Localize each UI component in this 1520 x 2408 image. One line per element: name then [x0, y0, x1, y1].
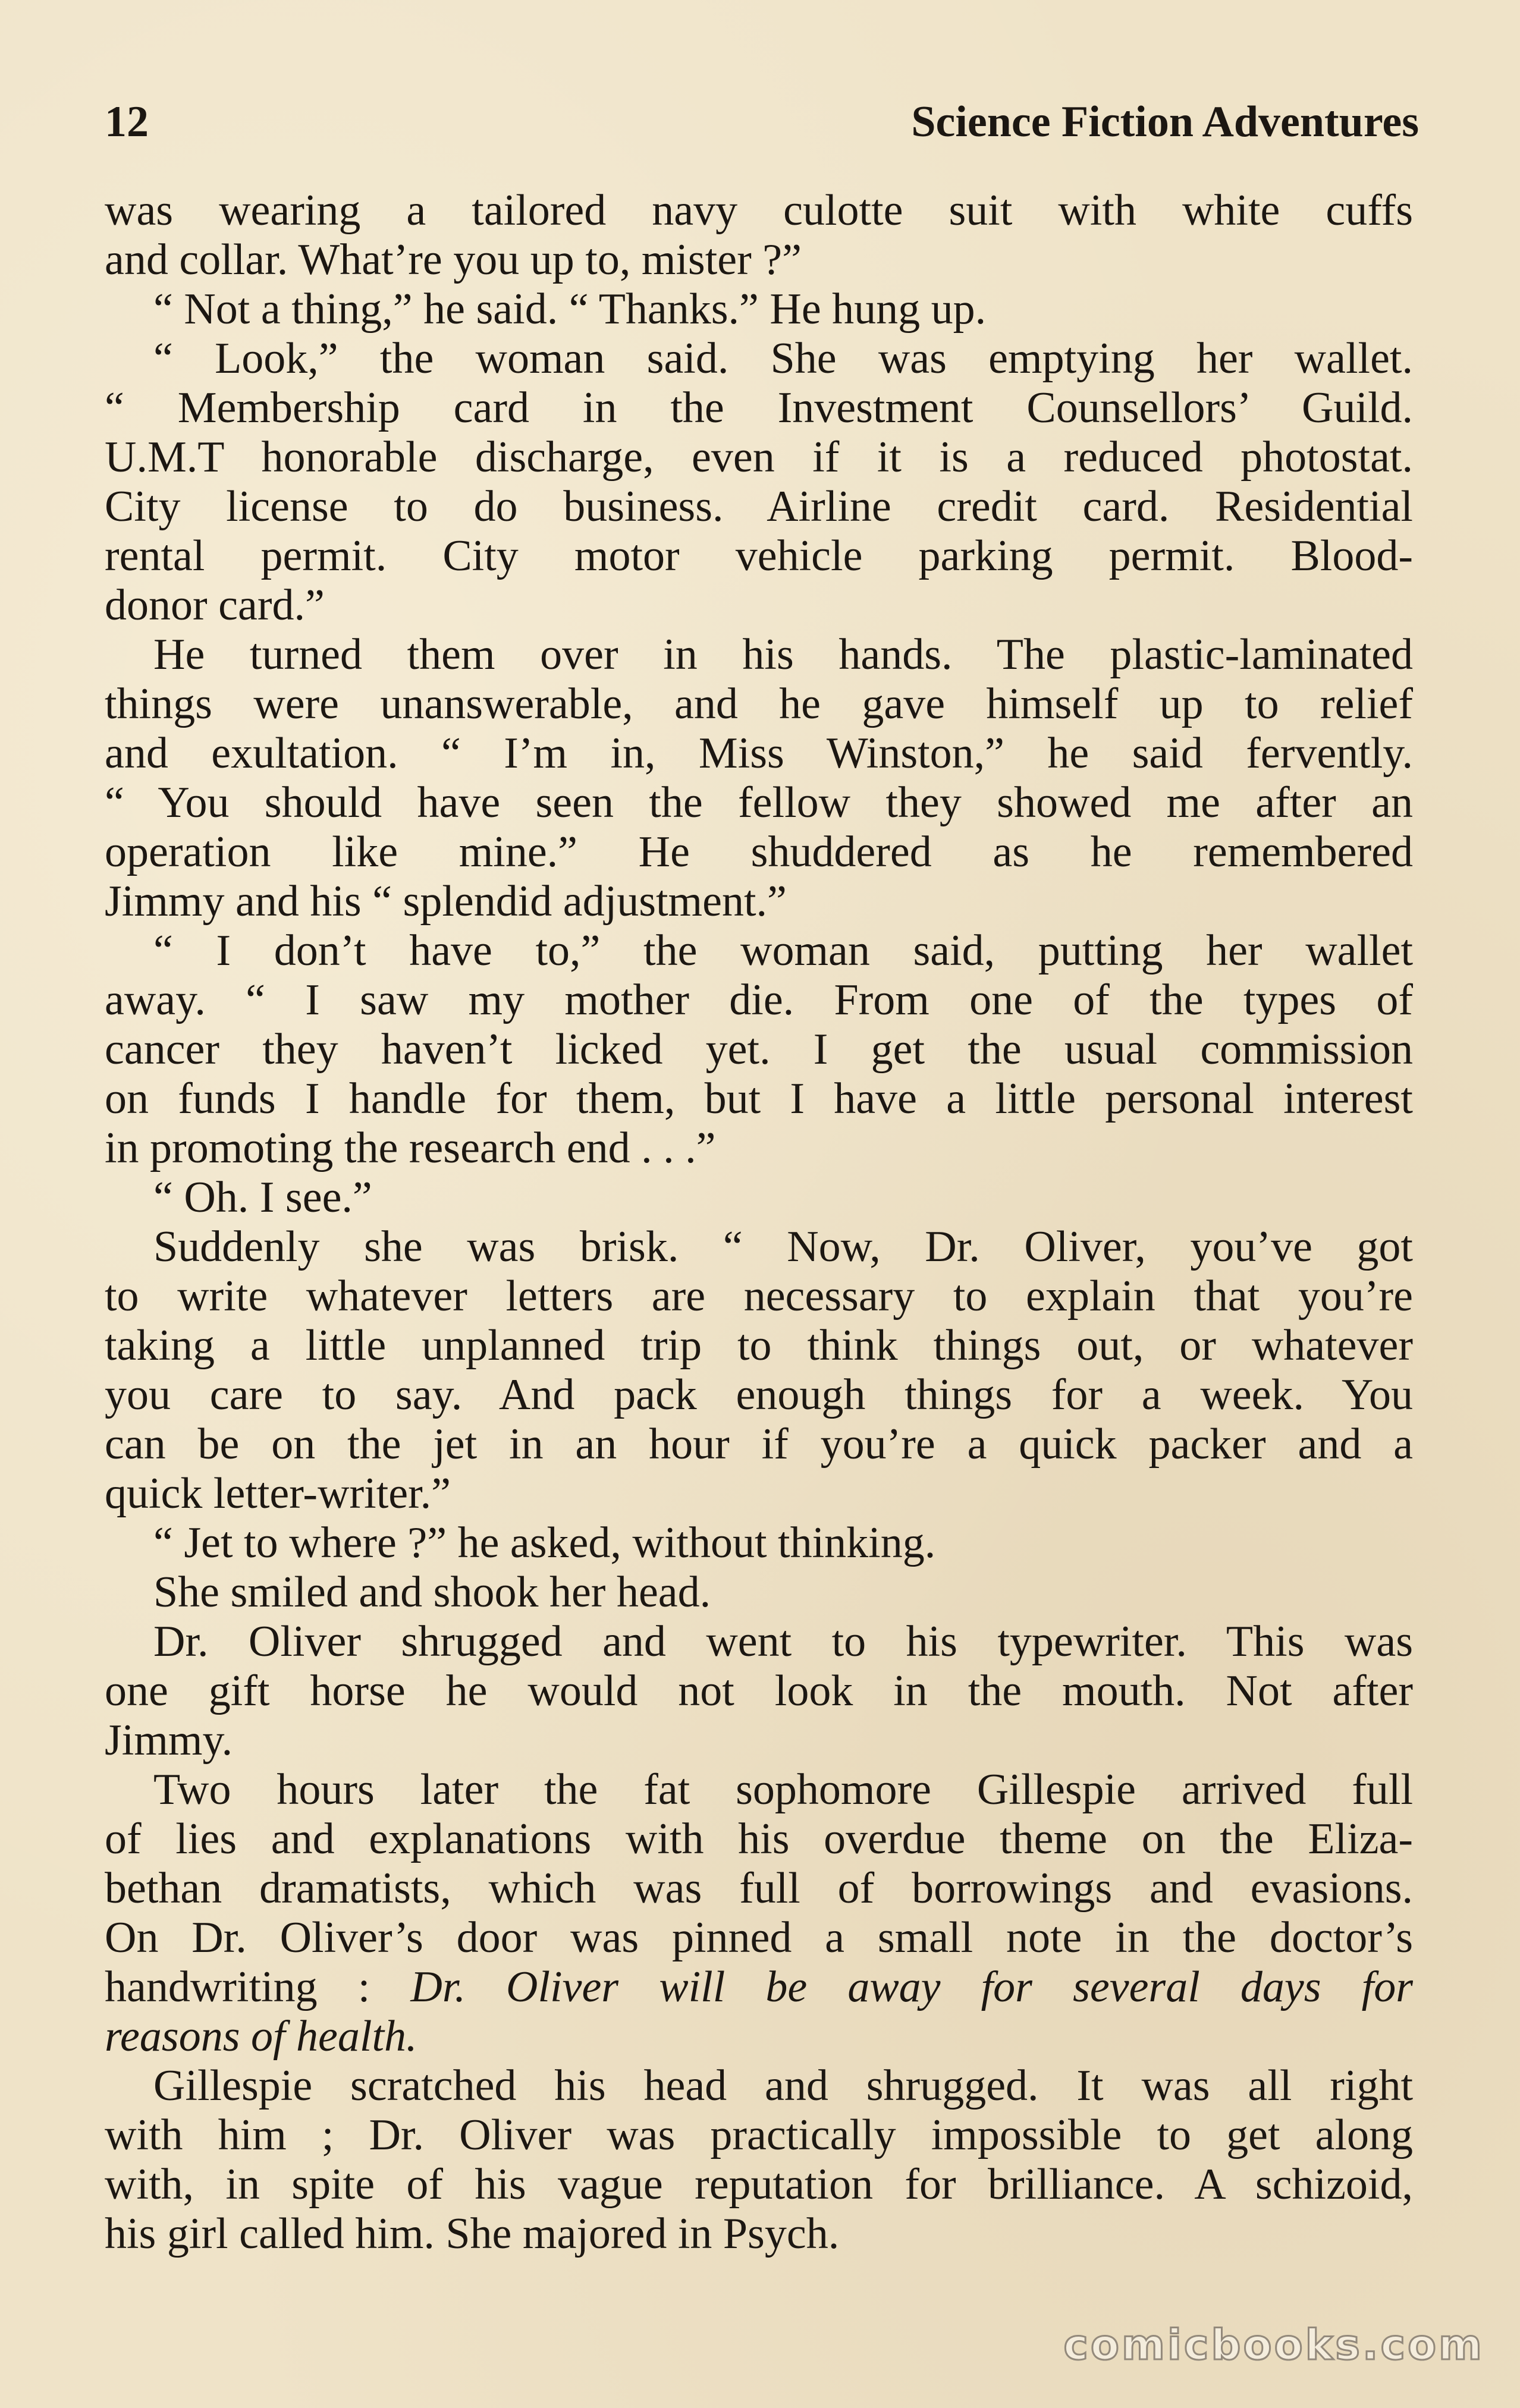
text-line: “ Look,” the woman said. She was emptying her wallet.: [153, 334, 1413, 383]
text-line: Jimmy.: [105, 1716, 233, 1765]
text-line: “ Jet to where ?” he asked, without thinking.: [153, 1519, 936, 1567]
text-line: with him ; Dr. Oliver was practically impossible to get along: [105, 2111, 1413, 2159]
text-line: of lies and explanations with his overdue theme on the Eliza-: [105, 1815, 1413, 1863]
text-line: Jimmy and his “ splendid adjustment.”: [105, 877, 787, 926]
text-line: cancer they haven’t licked yet. I get the usual commission: [105, 1025, 1413, 1074]
story-text: [105, 186, 1413, 2259]
page-number: 12: [105, 98, 149, 146]
text-line: Gillespie scratched his head and shrugged. It was all right: [153, 2061, 1413, 2110]
text-line: U.M.T honorable discharge, even if it is a reduced photostat.: [105, 433, 1413, 482]
text-line: one gift horse he would not look in the mouth. Not after: [105, 1667, 1413, 1715]
watermark: comicbooks.com: [1063, 2321, 1484, 2369]
text-line: in promoting the research end . . .”: [105, 1124, 716, 1172]
text-line: “ Not a thing,” he said. “ Thanks.” He hung up.: [153, 285, 987, 334]
text-line: and exultation. “ I’m in, Miss Winston,” he said fervently.: [105, 729, 1413, 778]
note-text-end: reasons of health.: [105, 2012, 417, 2061]
text-line: bethan dramatists, which was full of borrowings and evasions.: [105, 1864, 1413, 1913]
text-line-lead: handwriting :: [105, 1963, 370, 2011]
text-line: “ Membership card in the Investment Counsellors’ Guild.: [105, 383, 1413, 432]
text-line: On Dr. Oliver’s door was pinned a small note in the doctor’s: [105, 1913, 1413, 1962]
text-line: quick letter-writer.”: [105, 1469, 451, 1518]
text-line: She smiled and shook her head.: [153, 1568, 711, 1617]
text-line: rental permit. City motor vehicle parking permit. Blood-: [105, 532, 1413, 580]
text-line: operation like mine.” He shuddered as he remembered: [105, 828, 1413, 876]
text-line: City license to do business. Airline credit card. Residential: [105, 482, 1413, 531]
running-title: Science Fiction Adventures: [911, 98, 1419, 146]
text-line: taking a little unplanned trip to think things out, or whatever: [105, 1321, 1413, 1370]
text-line: “ Oh. I see.”: [153, 1173, 372, 1222]
text-line: you care to say. And pack enough things for a week. You: [105, 1370, 1413, 1419]
text-line: can be on the jet in an hour if you’re a quick packer and a: [105, 1420, 1413, 1469]
text-line: was wearing a tailored navy culotte suit with white cuffs: [105, 186, 1413, 235]
text-line: Suddenly she was brisk. “ Now, Dr. Oliver, you’ve got: [153, 1222, 1413, 1271]
text-line: things were unanswerable, and he gave himself up to relief: [105, 680, 1413, 728]
text-line: Dr. Oliver shrugged and went to his typewriter. This was: [153, 1617, 1413, 1666]
text-line: his girl called him. She majored in Psych.: [105, 2209, 840, 2258]
text-line: He turned them over in his hands. The plastic-laminated: [153, 630, 1413, 679]
note-text: Dr. Oliver will be away for several days for: [410, 1963, 1413, 2011]
text-line: away. “ I saw my mother die. From one of the types of: [105, 976, 1413, 1024]
text-line: donor card.”: [105, 581, 325, 630]
text-line: with, in spite of his vague reputation for brilliance. A schizoid,: [105, 2160, 1413, 2209]
page-header: [105, 89, 1419, 155]
text-line: to write whatever letters are necessary to explain that you’re: [105, 1272, 1413, 1321]
text-line: “ I don’t have to,” the woman said, putting her wallet: [153, 926, 1413, 975]
text-line: on funds I handle for them, but I have a little personal interest: [105, 1074, 1413, 1123]
text-line: and collar. What’re you up to, mister ?”: [105, 235, 802, 284]
text-line: Two hours later the fat sophomore Gillespie arrived full: [153, 1765, 1413, 1814]
text-line: “ You should have seen the fellow they showed me after an: [105, 778, 1413, 827]
text-line: [105, 1963, 1413, 2012]
